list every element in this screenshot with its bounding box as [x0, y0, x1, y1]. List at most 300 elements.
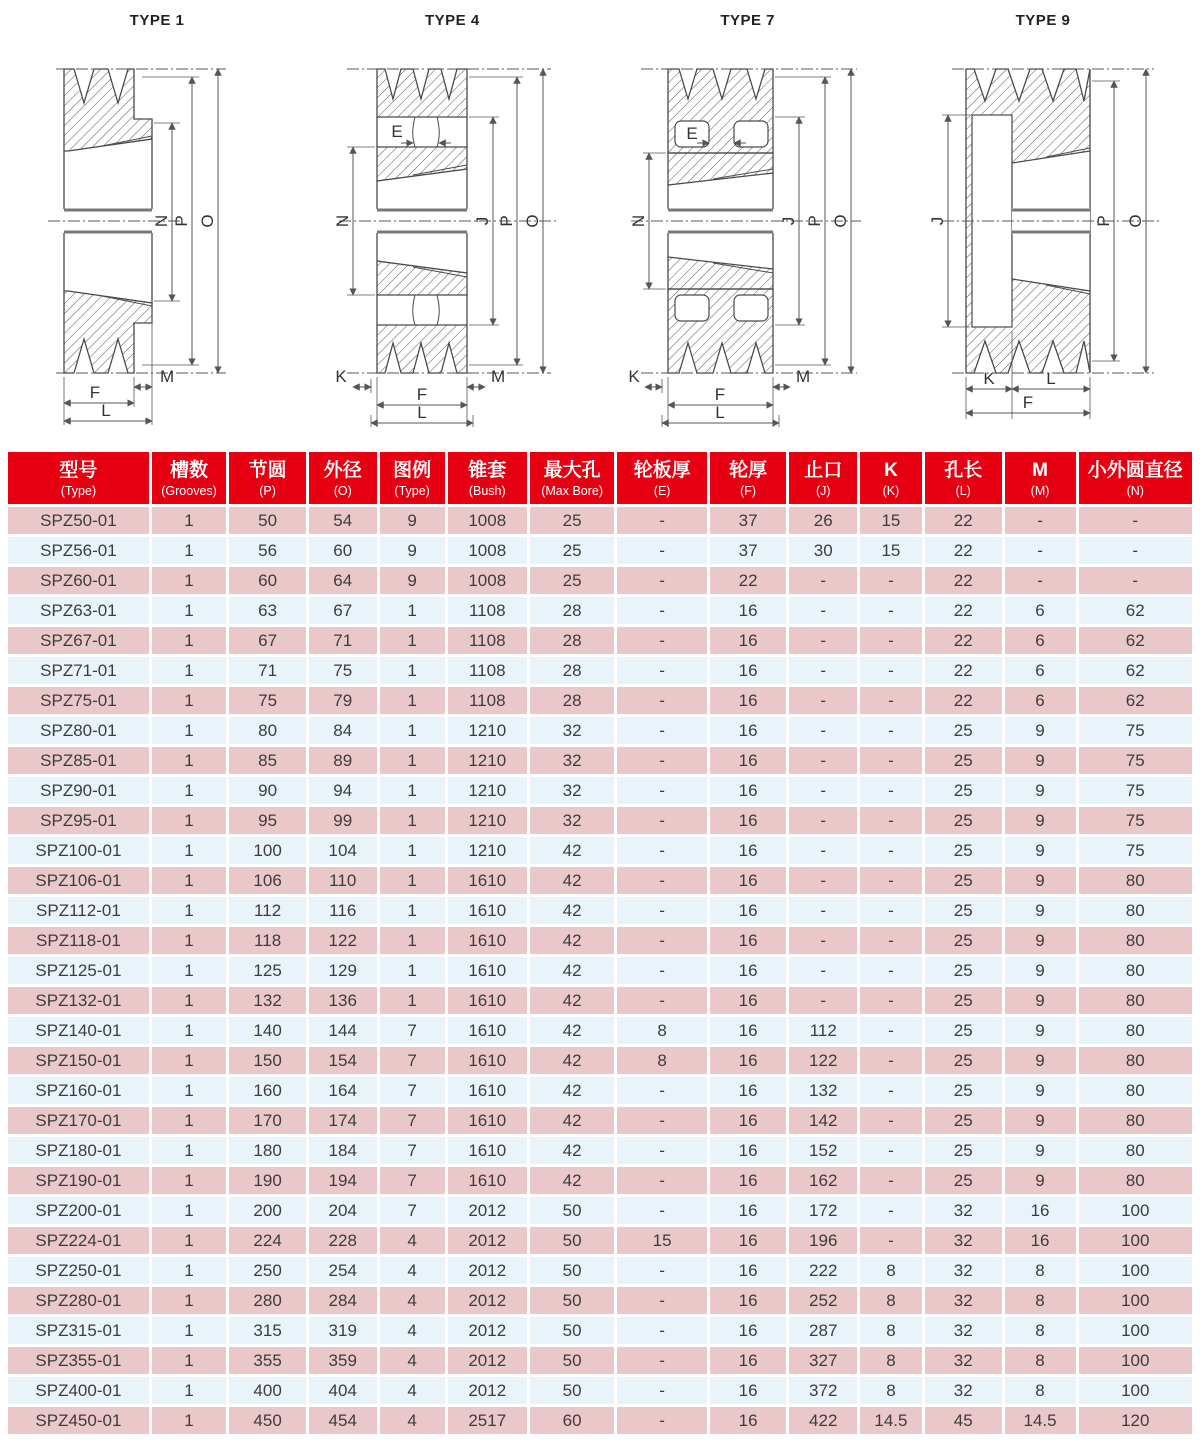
table-cell: SPZ132-01: [8, 987, 149, 1014]
table-cell: 62: [1079, 657, 1192, 684]
table-cell: 63: [229, 597, 306, 624]
table-cell: 6: [1005, 687, 1076, 714]
column-header: 锥套 (Bush): [448, 452, 527, 504]
table-cell: 1108: [448, 687, 527, 714]
table-cell: 32: [925, 1347, 1002, 1374]
table-cell: 16: [710, 1197, 787, 1224]
table-cell: SPZ315-01: [8, 1317, 149, 1344]
table-cell: -: [860, 717, 922, 744]
table-cell: -: [860, 1227, 922, 1254]
table-cell: 1: [152, 717, 226, 744]
table-cell: 42: [530, 1107, 615, 1134]
table-cell: SPZ71-01: [8, 657, 149, 684]
table-cell: 4: [380, 1317, 445, 1344]
table-cell: 50: [229, 507, 306, 534]
table-cell: -: [860, 1137, 922, 1164]
table-cell: 100: [1079, 1347, 1192, 1374]
table-cell: 9: [1005, 1017, 1076, 1044]
table-cell: 1: [152, 1197, 226, 1224]
table-cell: 1610: [448, 927, 527, 954]
dim-label-p: P: [172, 215, 191, 227]
table-cell: 32: [530, 807, 615, 834]
table-cell: -: [617, 537, 706, 564]
table-row: [8, 837, 1192, 864]
table-cell: 9: [1005, 777, 1076, 804]
table-cell: 1: [152, 1317, 226, 1344]
table-cell: 16: [710, 1317, 787, 1344]
column-header: 外径 (O): [309, 452, 377, 504]
table-cell: -: [860, 957, 922, 984]
table-cell: 1: [152, 1017, 226, 1044]
dim-label-l: L: [714, 403, 725, 422]
table-cell: SPZ85-01: [8, 747, 149, 774]
table-cell: 16: [710, 1227, 787, 1254]
dim-label-e: E: [685, 124, 698, 143]
table-cell: 14.5: [860, 1407, 922, 1434]
table-cell: 25: [925, 777, 1002, 804]
table-cell: 372: [789, 1377, 857, 1404]
table-cell: -: [789, 807, 857, 834]
table-cell: 7: [380, 1137, 445, 1164]
table-cell: -: [617, 1257, 706, 1284]
table-cell: 1: [380, 987, 445, 1014]
table-cell: SPZ90-01: [8, 777, 149, 804]
table-row: [8, 1257, 1192, 1284]
dim-label-f: F: [714, 385, 725, 404]
table-cell: 142: [789, 1107, 857, 1134]
table-cell: 8: [1005, 1377, 1076, 1404]
table-row: [8, 567, 1192, 594]
table-cell: 50: [530, 1257, 615, 1284]
table-cell: 25: [530, 537, 615, 564]
table-cell: 1: [380, 687, 445, 714]
table-cell: 16: [710, 927, 787, 954]
drawing-type-9: [900, 10, 1186, 446]
table-cell: 62: [1079, 687, 1192, 714]
table-cell: 16: [1005, 1197, 1076, 1224]
table-cell: 6: [1005, 627, 1076, 654]
table-cell: 1: [152, 1167, 226, 1194]
table-cell: 4: [380, 1407, 445, 1434]
table-cell: -: [860, 657, 922, 684]
table-cell: 45: [925, 1407, 1002, 1434]
table-cell: -: [617, 657, 706, 684]
table-cell: 9: [1005, 1167, 1076, 1194]
table-cell: 28: [530, 687, 615, 714]
column-header: 节圆 (P): [229, 452, 306, 504]
table-cell: 22: [925, 507, 1002, 534]
table-cell: 14.5: [1005, 1407, 1076, 1434]
table-cell: 60: [309, 537, 377, 564]
table-cell: -: [860, 1047, 922, 1074]
spec-table-wrap: [0, 446, 1200, 1437]
table-cell: 7: [380, 1197, 445, 1224]
table-cell: 1610: [448, 1167, 527, 1194]
table-cell: 1610: [448, 1107, 527, 1134]
table-cell: 100: [1079, 1257, 1192, 1284]
table-cell: SPZ125-01: [8, 957, 149, 984]
table-cell: 22: [925, 597, 1002, 624]
table-cell: 8: [1005, 1257, 1076, 1284]
table-cell: 32: [530, 747, 615, 774]
column-header: K (K): [860, 452, 922, 504]
table-cell: 42: [530, 1047, 615, 1074]
table-cell: 162: [789, 1167, 857, 1194]
table-cell: 9: [1005, 957, 1076, 984]
table-row: [8, 1077, 1192, 1104]
table-cell: 16: [710, 657, 787, 684]
table-row: [8, 1287, 1192, 1314]
table-cell: -: [789, 777, 857, 804]
table-cell: 16: [710, 987, 787, 1014]
table-cell: 7: [380, 1017, 445, 1044]
table-cell: -: [617, 507, 706, 534]
table-cell: 16: [710, 1047, 787, 1074]
table-cell: 252: [789, 1287, 857, 1314]
table-cell: 25: [925, 747, 1002, 774]
table-cell: -: [860, 777, 922, 804]
table-cell: SPZ160-01: [8, 1077, 149, 1104]
table-cell: 15: [860, 537, 922, 564]
table-row: [8, 1227, 1192, 1254]
table-cell: 1610: [448, 1077, 527, 1104]
table-cell: 1108: [448, 657, 527, 684]
table-cell: -: [789, 747, 857, 774]
dim-label-p: P: [497, 215, 517, 227]
dim-label-f: F: [89, 383, 101, 402]
table-cell: 75: [1079, 807, 1192, 834]
table-cell: -: [617, 1167, 706, 1194]
table-cell: 25: [925, 1107, 1002, 1134]
table-cell: 16: [710, 897, 787, 924]
table-cell: 50: [530, 1197, 615, 1224]
table-cell: -: [789, 717, 857, 744]
table-cell: -: [617, 1317, 706, 1344]
table-cell: -: [1079, 537, 1192, 564]
table-cell: 80: [1079, 1017, 1192, 1044]
table-cell: 1: [380, 717, 445, 744]
table-cell: 16: [710, 717, 787, 744]
table-row: [8, 1347, 1192, 1374]
table-cell: 1610: [448, 867, 527, 894]
table-cell: 136: [309, 987, 377, 1014]
table-cell: 80: [229, 717, 306, 744]
table-cell: 15: [617, 1227, 706, 1254]
table-cell: 32: [925, 1287, 1002, 1314]
table-cell: 152: [789, 1137, 857, 1164]
table-cell: 132: [789, 1077, 857, 1104]
table-cell: 9: [1005, 837, 1076, 864]
table-cell: SPZ112-01: [8, 897, 149, 924]
table-cell: 94: [309, 777, 377, 804]
table-row: [8, 537, 1192, 564]
table-cell: -: [617, 597, 706, 624]
table-cell: 8: [860, 1257, 922, 1284]
table-cell: 16: [710, 1287, 787, 1314]
table-cell: 60: [229, 567, 306, 594]
table-cell: -: [617, 747, 706, 774]
table-cell: 9: [1005, 807, 1076, 834]
table-cell: 1: [152, 1377, 226, 1404]
table-cell: 164: [309, 1077, 377, 1104]
table-cell: -: [860, 897, 922, 924]
table-cell: -: [617, 1377, 706, 1404]
table-cell: 184: [309, 1137, 377, 1164]
table-cell: 75: [1079, 837, 1192, 864]
table-cell: 16: [710, 1347, 787, 1374]
drawing-title: TYPE 1: [129, 12, 185, 29]
table-cell: 100: [1079, 1317, 1192, 1344]
table-cell: -: [789, 687, 857, 714]
table-cell: 174: [309, 1107, 377, 1134]
table-cell: -: [860, 837, 922, 864]
table-cell: 64: [309, 567, 377, 594]
table-cell: -: [860, 987, 922, 1014]
table-cell: 1610: [448, 1017, 527, 1044]
table-cell: 1108: [448, 627, 527, 654]
table-cell: 250: [229, 1257, 306, 1284]
table-cell: 80: [1079, 897, 1192, 924]
table-cell: 8: [617, 1047, 706, 1074]
table-cell: SPZ140-01: [8, 1017, 149, 1044]
table-cell: 287: [789, 1317, 857, 1344]
table-row: [8, 687, 1192, 714]
table-cell: 116: [309, 897, 377, 924]
table-cell: 454: [309, 1407, 377, 1434]
dim-label-o: O: [523, 214, 543, 228]
table-cell: 2012: [448, 1257, 527, 1284]
table-cell: 1210: [448, 747, 527, 774]
table-cell: 194: [309, 1167, 377, 1194]
table-cell: SPZ50-01: [8, 507, 149, 534]
table-cell: 1: [152, 627, 226, 654]
table-cell: SPZ100-01: [8, 837, 149, 864]
table-cell: 37: [710, 507, 787, 534]
table-row: [8, 657, 1192, 684]
table-cell: 222: [789, 1257, 857, 1284]
table-cell: 37: [710, 537, 787, 564]
table-cell: -: [789, 597, 857, 624]
table-cell: 16: [710, 867, 787, 894]
table-cell: -: [1005, 537, 1076, 564]
table-cell: 42: [530, 927, 615, 954]
table-cell: 1: [152, 807, 226, 834]
table-cell: -: [860, 1017, 922, 1044]
table-cell: 400: [229, 1377, 306, 1404]
table-cell: SPZ118-01: [8, 927, 149, 954]
table-cell: 16: [710, 1377, 787, 1404]
drawing-type-7: [605, 10, 891, 446]
table-cell: 1: [380, 897, 445, 924]
table-cell: 319: [309, 1317, 377, 1344]
table-cell: 170: [229, 1107, 306, 1134]
column-header: 轮厚 (F): [710, 452, 787, 504]
table-cell: -: [617, 627, 706, 654]
spec-table: [5, 449, 1195, 1437]
table-cell: 140: [229, 1017, 306, 1044]
table-cell: 4: [380, 1287, 445, 1314]
table-cell: SPZ250-01: [8, 1257, 149, 1284]
dim-label-k: K: [335, 367, 347, 386]
table-cell: 144: [309, 1017, 377, 1044]
table-cell: 42: [530, 837, 615, 864]
table-row: [8, 987, 1192, 1014]
table-cell: 1: [152, 1347, 226, 1374]
table-cell: 9: [1005, 1077, 1076, 1104]
table-cell: 1: [152, 897, 226, 924]
table-cell: 1: [380, 837, 445, 864]
table-cell: 1: [152, 1227, 226, 1254]
table-cell: 2012: [448, 1227, 527, 1254]
column-header: 型号 (Type): [8, 452, 149, 504]
table-cell: 4: [380, 1257, 445, 1284]
table-cell: 75: [1079, 717, 1192, 744]
table-cell: -: [617, 807, 706, 834]
table-cell: -: [789, 567, 857, 594]
dim-label-l: L: [101, 401, 111, 420]
table-cell: 75: [1079, 777, 1192, 804]
table-cell: 9: [380, 537, 445, 564]
dim-label-p: P: [804, 215, 824, 227]
table-row: [8, 1167, 1192, 1194]
table-cell: 80: [1079, 1077, 1192, 1104]
table-cell: 4: [380, 1377, 445, 1404]
table-cell: 42: [530, 867, 615, 894]
table-cell: 1: [152, 777, 226, 804]
table-cell: 1: [152, 927, 226, 954]
table-cell: 25: [925, 1137, 1002, 1164]
table-cell: 22: [925, 657, 1002, 684]
type-7-pulley-diagram: [613, 29, 883, 429]
table-cell: 75: [1079, 747, 1192, 774]
table-cell: 6: [1005, 657, 1076, 684]
table-cell: 25: [925, 837, 1002, 864]
table-cell: SPZ180-01: [8, 1137, 149, 1164]
table-cell: 120: [1079, 1407, 1192, 1434]
table-cell: 1008: [448, 567, 527, 594]
table-cell: 25: [925, 897, 1002, 924]
table-cell: 80: [1079, 927, 1192, 954]
table-row: [8, 1407, 1192, 1434]
table-cell: 16: [710, 1017, 787, 1044]
table-cell: -: [1005, 567, 1076, 594]
table-cell: 16: [710, 807, 787, 834]
table-cell: 25: [925, 957, 1002, 984]
table-cell: 62: [1079, 597, 1192, 624]
table-cell: 85: [229, 747, 306, 774]
dim-label-o: O: [1125, 214, 1145, 228]
table-cell: 16: [710, 1167, 787, 1194]
table-cell: -: [617, 867, 706, 894]
table-cell: 30: [789, 537, 857, 564]
dim-label-m: M: [795, 367, 810, 386]
table-cell: 56: [229, 537, 306, 564]
table-cell: 1: [152, 507, 226, 534]
table-cell: 1: [152, 1287, 226, 1314]
table-cell: -: [789, 627, 857, 654]
table-cell: 1: [152, 657, 226, 684]
table-row: [8, 1377, 1192, 1404]
table-row: [8, 1107, 1192, 1134]
table-cell: 42: [530, 897, 615, 924]
table-cell: 180: [229, 1137, 306, 1164]
table-cell: 150: [229, 1047, 306, 1074]
table-body: [8, 507, 1192, 1434]
table-cell: 125: [229, 957, 306, 984]
table-cell: 16: [710, 1077, 787, 1104]
table-cell: 190: [229, 1167, 306, 1194]
column-header: M (M): [1005, 452, 1076, 504]
table-cell: 9: [380, 507, 445, 534]
table-row: [8, 747, 1192, 774]
table-cell: 104: [309, 837, 377, 864]
table-cell: 16: [710, 1107, 787, 1134]
table-cell: SPZ355-01: [8, 1347, 149, 1374]
table-cell: 16: [710, 957, 787, 984]
table-cell: 122: [789, 1047, 857, 1074]
table-cell: 132: [229, 987, 306, 1014]
table-row: [8, 957, 1192, 984]
table-cell: 1: [152, 597, 226, 624]
table-cell: 80: [1079, 867, 1192, 894]
table-cell: 80: [1079, 1167, 1192, 1194]
table-cell: -: [617, 897, 706, 924]
table-cell: 25: [925, 1017, 1002, 1044]
table-row: [8, 897, 1192, 924]
table-cell: 99: [309, 807, 377, 834]
table-cell: 25: [925, 1077, 1002, 1104]
table-cell: -: [1079, 567, 1192, 594]
table-cell: 28: [530, 627, 615, 654]
table-cell: 106: [229, 867, 306, 894]
table-cell: SPZ106-01: [8, 867, 149, 894]
drawing-title: TYPE 7: [720, 12, 775, 29]
table-cell: 25: [925, 867, 1002, 894]
table-cell: 25: [925, 717, 1002, 744]
table-cell: 42: [530, 957, 615, 984]
dim-label-n: N: [152, 214, 171, 228]
table-cell: 22: [925, 627, 1002, 654]
table-cell: 1: [152, 837, 226, 864]
table-cell: 16: [710, 687, 787, 714]
table-cell: 1: [152, 1257, 226, 1284]
table-cell: 22: [925, 687, 1002, 714]
table-cell: 8: [1005, 1287, 1076, 1314]
table-cell: -: [617, 1137, 706, 1164]
table-cell: 224: [229, 1227, 306, 1254]
table-row: [8, 1017, 1192, 1044]
table-cell: 32: [925, 1257, 1002, 1284]
table-cell: -: [860, 927, 922, 954]
table-cell: -: [789, 987, 857, 1014]
table-cell: 25: [925, 1047, 1002, 1074]
table-cell: SPZ75-01: [8, 687, 149, 714]
table-cell: 9: [1005, 1137, 1076, 1164]
table-cell: 7: [380, 1077, 445, 1104]
table-cell: 16: [710, 1257, 787, 1284]
table-cell: SPZ450-01: [8, 1407, 149, 1434]
table-cell: 6: [1005, 597, 1076, 624]
table-cell: 112: [229, 897, 306, 924]
table-cell: 129: [309, 957, 377, 984]
table-cell: 2012: [448, 1347, 527, 1374]
table-cell: 32: [925, 1197, 1002, 1224]
table-cell: 67: [309, 597, 377, 624]
dim-label-k: K: [983, 369, 995, 388]
column-header: 槽数 (Grooves): [152, 452, 226, 504]
table-cell: 200: [229, 1197, 306, 1224]
table-cell: 9: [1005, 717, 1076, 744]
